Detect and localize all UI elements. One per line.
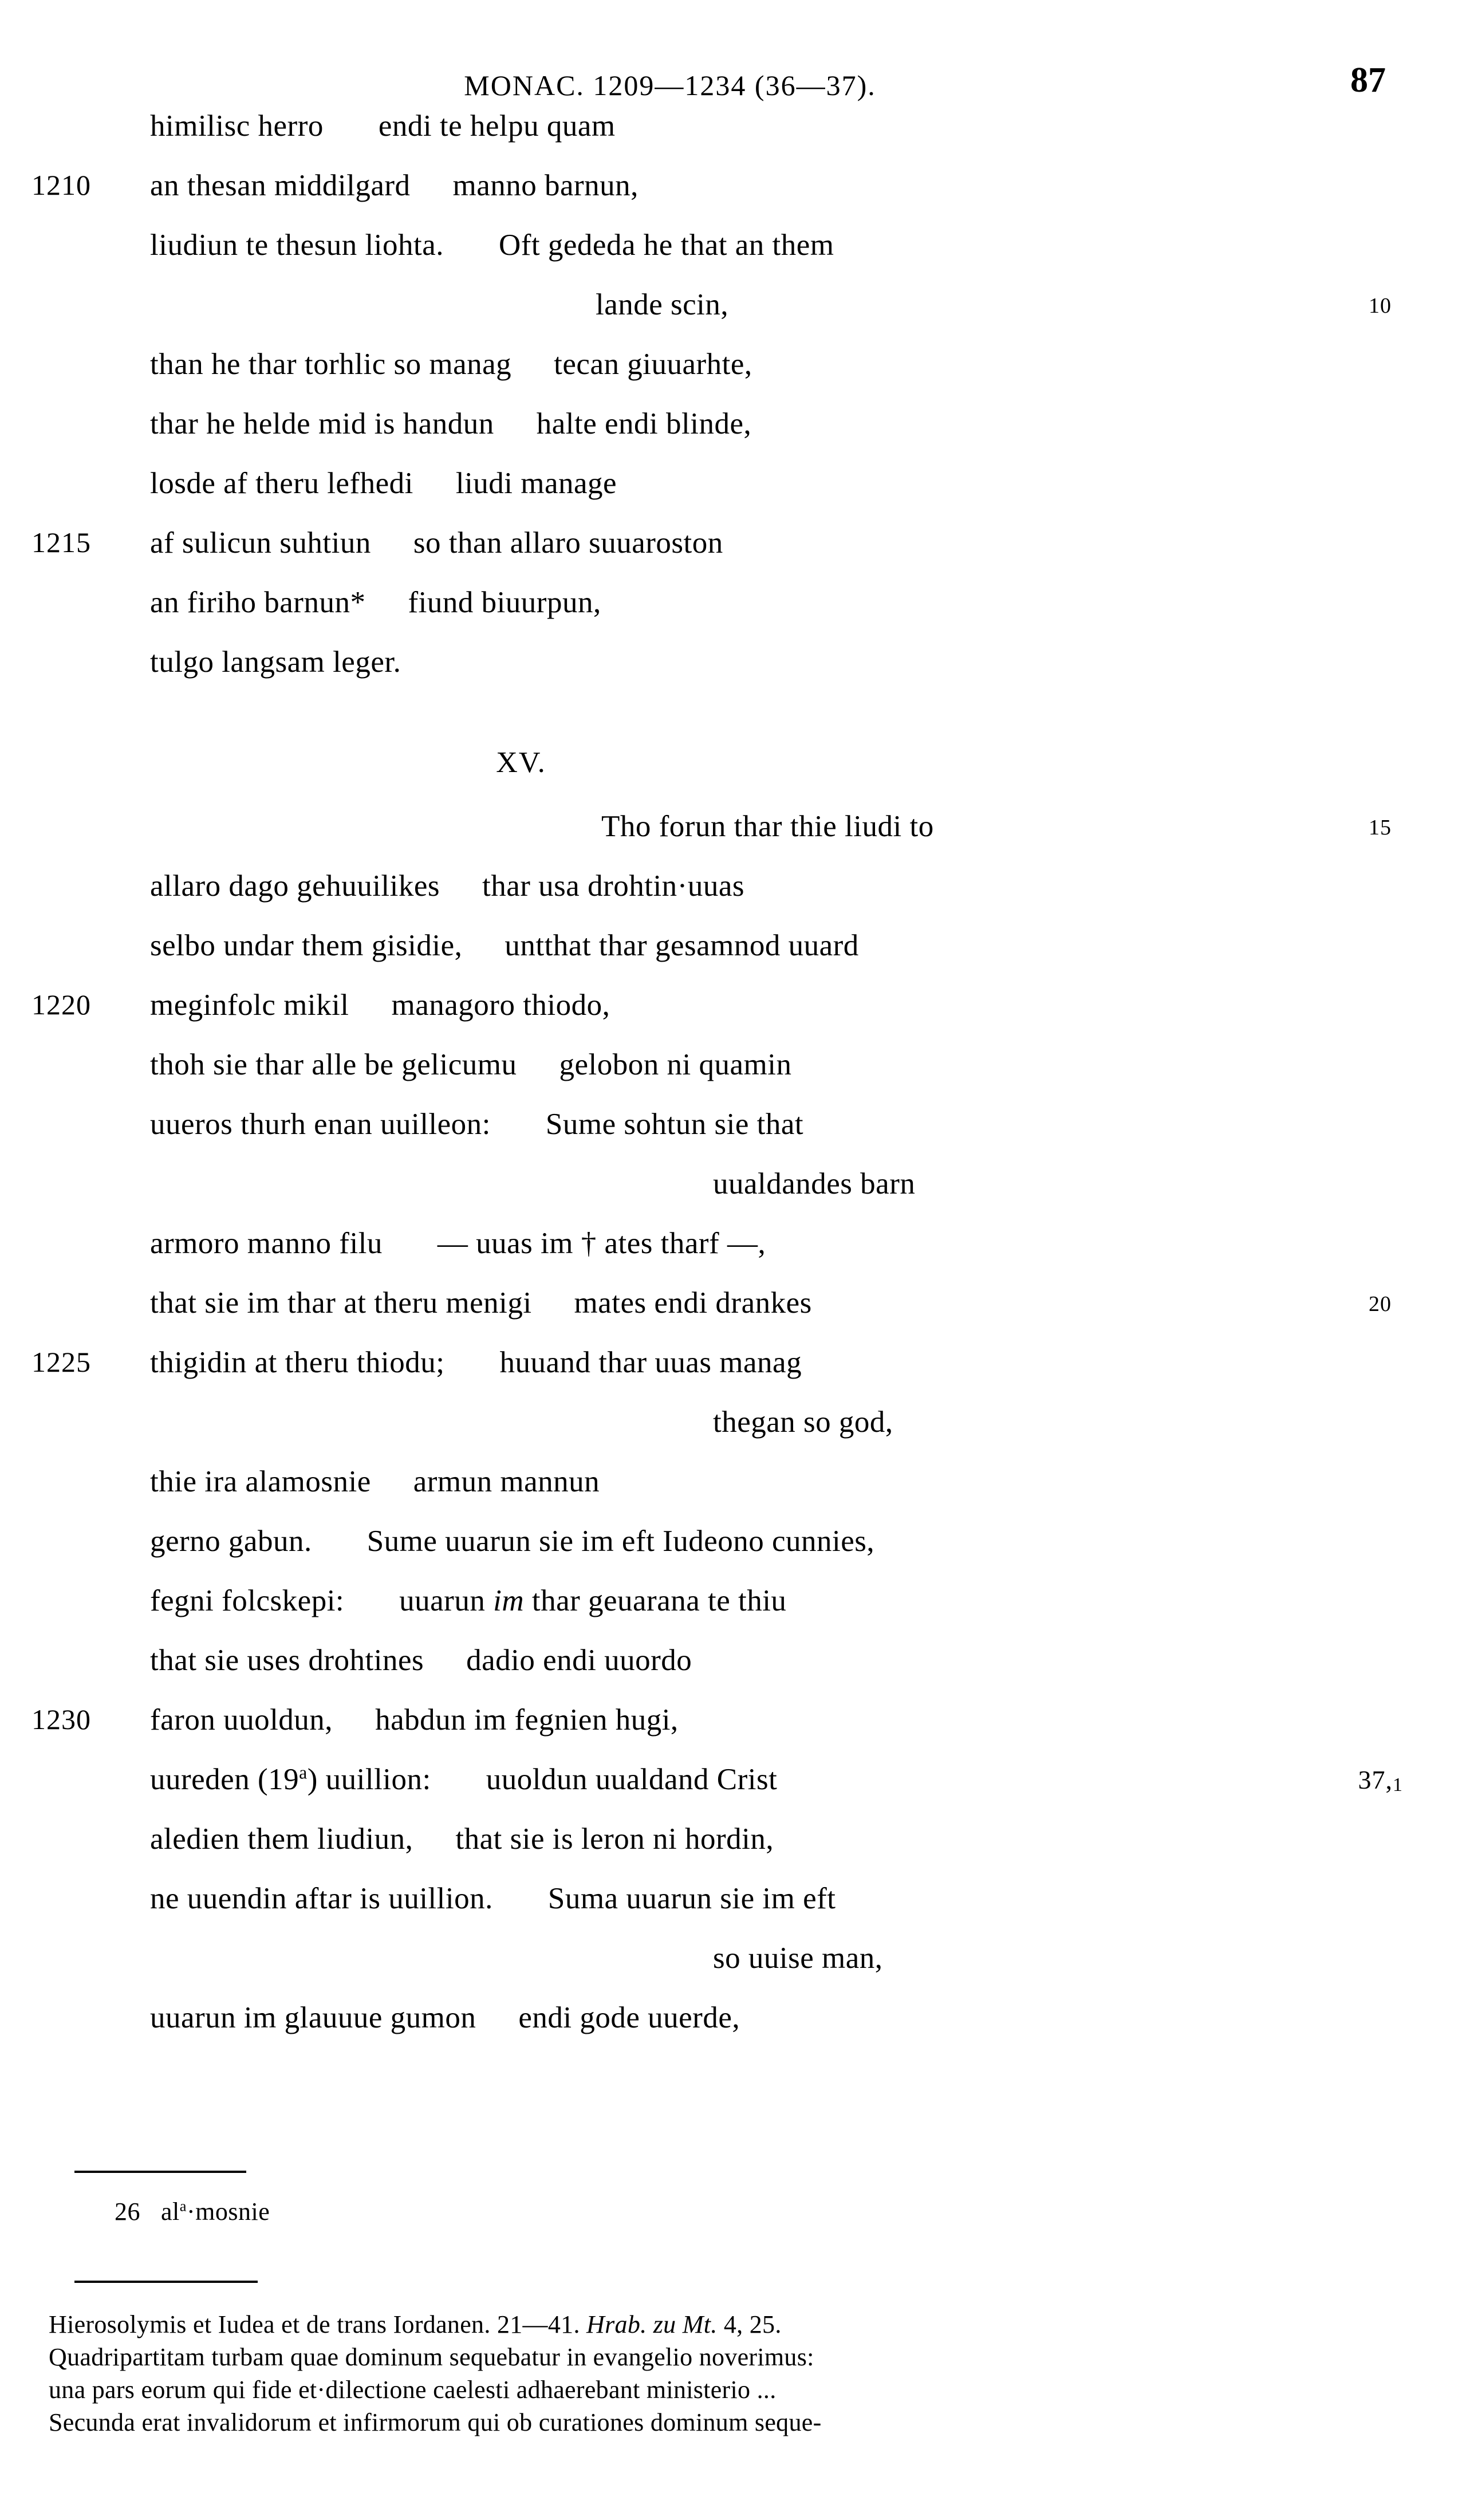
verse-text: that sie uses drohtines dadio endi uuordo <box>150 1644 692 1677</box>
verse-line <box>0 228 1466 288</box>
latin-note-line: una pars eorum qui fide et·dilectione caelesti adhaerebant ministerio ... <box>49 2376 777 2404</box>
verse-line <box>0 1881 1466 1941</box>
verse-text: an thesan middilgard manno barnun, <box>150 169 639 202</box>
verse-text: thigidin at theru thiodu; huuand thar uuas manag <box>150 1346 802 1379</box>
verse-text: meginfolc mikil managoro thiodo, <box>150 989 610 1022</box>
verse-line <box>0 1345 1466 1405</box>
running-head-title: MONAC. 1209—1234 (36—37). <box>464 69 876 101</box>
verse-text: than he thar torhlic so manag tecan giuuarhte, <box>150 348 752 381</box>
latin-note-line: Hierosolymis et Iudea et de trans Iordanen. 21—41. Hrab. zu Mt. 4, 25. <box>49 2310 782 2338</box>
verse-line-folio <box>0 1762 1466 1822</box>
verse-line-italic <box>0 1584 1466 1643</box>
latin-note-divider <box>74 2281 258 2283</box>
verse-line <box>0 1048 1466 1107</box>
verse-text: ne uuendin aftar is uuillion. Suma uuarun sie im eft <box>150 1882 836 1915</box>
verse-line <box>0 288 1466 347</box>
verse-line <box>0 1822 1466 1881</box>
running-head <box>0 0 1466 101</box>
verse-line <box>0 1405 1466 1464</box>
verse-text: allaro dago gehuuilikes thar usa drohtin·uuas <box>150 869 744 903</box>
margin-line-number: 10 <box>1369 294 1392 318</box>
verse-line <box>0 869 1466 928</box>
verse-line <box>0 466 1466 526</box>
superscript-marker: a <box>299 1762 308 1783</box>
verse-text: that sie im thar at theru menigi mates endi drankes <box>150 1286 812 1320</box>
verse-line <box>0 1167 1466 1226</box>
latin-source-note <box>49 2308 1383 2439</box>
margin-line-number: 20 <box>1369 1292 1392 1316</box>
italic-citation: Hrab. zu Mt. <box>586 2310 718 2338</box>
verse-line <box>0 988 1466 1048</box>
verse-number: 1215 <box>31 526 91 558</box>
verse-text: faron uuoldun, habdun im fegnien hugi, <box>150 1703 679 1737</box>
verse-text: selbo undar them gisidie, untthat thar gesamnod uuard <box>150 929 859 962</box>
verse-text: uueros thurh enan uuilleon: Sume sohtun sie that <box>150 1108 804 1141</box>
apparatus-divider <box>74 2171 246 2173</box>
verse-text: aledien them liudiun, that sie is leron ni hordin, <box>150 1822 774 1856</box>
verse-text: thar he helde mid is handun halte endi blinde, <box>150 407 752 440</box>
verse-line <box>0 1643 1466 1703</box>
verse-line <box>0 168 1466 228</box>
verse-text: himilisc herro endi te helpu quam <box>150 109 616 143</box>
verse-text: Tho forun thar thie liudi to <box>601 810 934 843</box>
latin-note-line: Quadripartitam turbam quae dominum sequebatur in evangelio noverimus: <box>49 2343 814 2371</box>
verse-text: fegni folcskepi: uuarun im thar geuarana te thiu <box>150 1584 787 1617</box>
verse-line <box>0 1703 1466 1762</box>
verse-line <box>0 1226 1466 1286</box>
verse-number: 1210 <box>31 169 91 201</box>
margin-folio-ref: 37,1 <box>1358 1765 1403 1796</box>
verse-line <box>0 1524 1466 1584</box>
verse-text: losde af theru lefhedi liudi manage <box>150 467 617 500</box>
verse-number: 1230 <box>31 1703 91 1735</box>
apparatus-line-ref: 26 <box>115 2198 140 2226</box>
latin-note-line: Secunda erat invalidorum et infirmorum qui ob curationes dominum seque- <box>49 2408 822 2436</box>
verse-line <box>0 928 1466 988</box>
page-number: 87 <box>1350 61 1386 100</box>
verse-line <box>0 585 1466 645</box>
verse-text: tulgo langsam leger. <box>150 645 401 679</box>
verse-number: 1225 <box>31 1346 91 1378</box>
verse-line <box>0 526 1466 585</box>
verse-block-first <box>0 109 1466 704</box>
verse-text: so uuise man, <box>713 1942 883 1975</box>
verse-text: uureden (19$^a$) uuillion: uuoldun uualdand Crist <box>150 1762 778 1796</box>
verse-text: armoro manno filu — uuas im † ates tharf —, <box>150 1227 766 1260</box>
italic-word: im <box>493 1584 525 1617</box>
verse-text: uualdandes barn <box>713 1167 916 1200</box>
margin-line-number: 15 <box>1369 816 1392 840</box>
chapter-heading: XV. <box>496 746 546 779</box>
verse-text: lande scin, <box>596 288 729 321</box>
verse-line <box>0 1107 1466 1167</box>
verse-block-second <box>0 809 1466 2060</box>
apparatus-note: 26 $al^a\cdot mosnie$ <box>115 2197 270 2226</box>
verse-text: uuarun im glauuue gumon endi gode uuerde, <box>150 2001 740 2034</box>
verse-text: liudiun te thesun liohta. Oft gededa he that an them <box>150 229 834 262</box>
verse-text: af sulicun suhtiun so than allaro suuaroston <box>150 526 723 560</box>
superscript-marker: a <box>179 2197 187 2215</box>
verse-line <box>0 109 1466 168</box>
verse-text: thie ira alamosnie armun mannun <box>150 1465 600 1498</box>
verse-text: thoh sie thar alle be gelicumu gelobon ni quamin <box>150 1048 792 1081</box>
verse-line <box>0 407 1466 466</box>
verse-line <box>0 645 1466 704</box>
verse-line <box>0 1941 1466 2001</box>
verse-line <box>0 1286 1466 1345</box>
verse-text: an firiho barnun* fiund biuurpun, <box>150 586 601 619</box>
verse-text: thegan so god, <box>713 1405 893 1439</box>
verse-text: gerno gabun. Sume uuarun sie im eft Iudeono cunnies, <box>150 1525 875 1558</box>
verse-line <box>0 809 1466 869</box>
verse-line <box>0 347 1466 407</box>
verse-number: 1220 <box>31 989 91 1021</box>
verse-line <box>0 2001 1466 2060</box>
verse-line <box>0 1464 1466 1524</box>
